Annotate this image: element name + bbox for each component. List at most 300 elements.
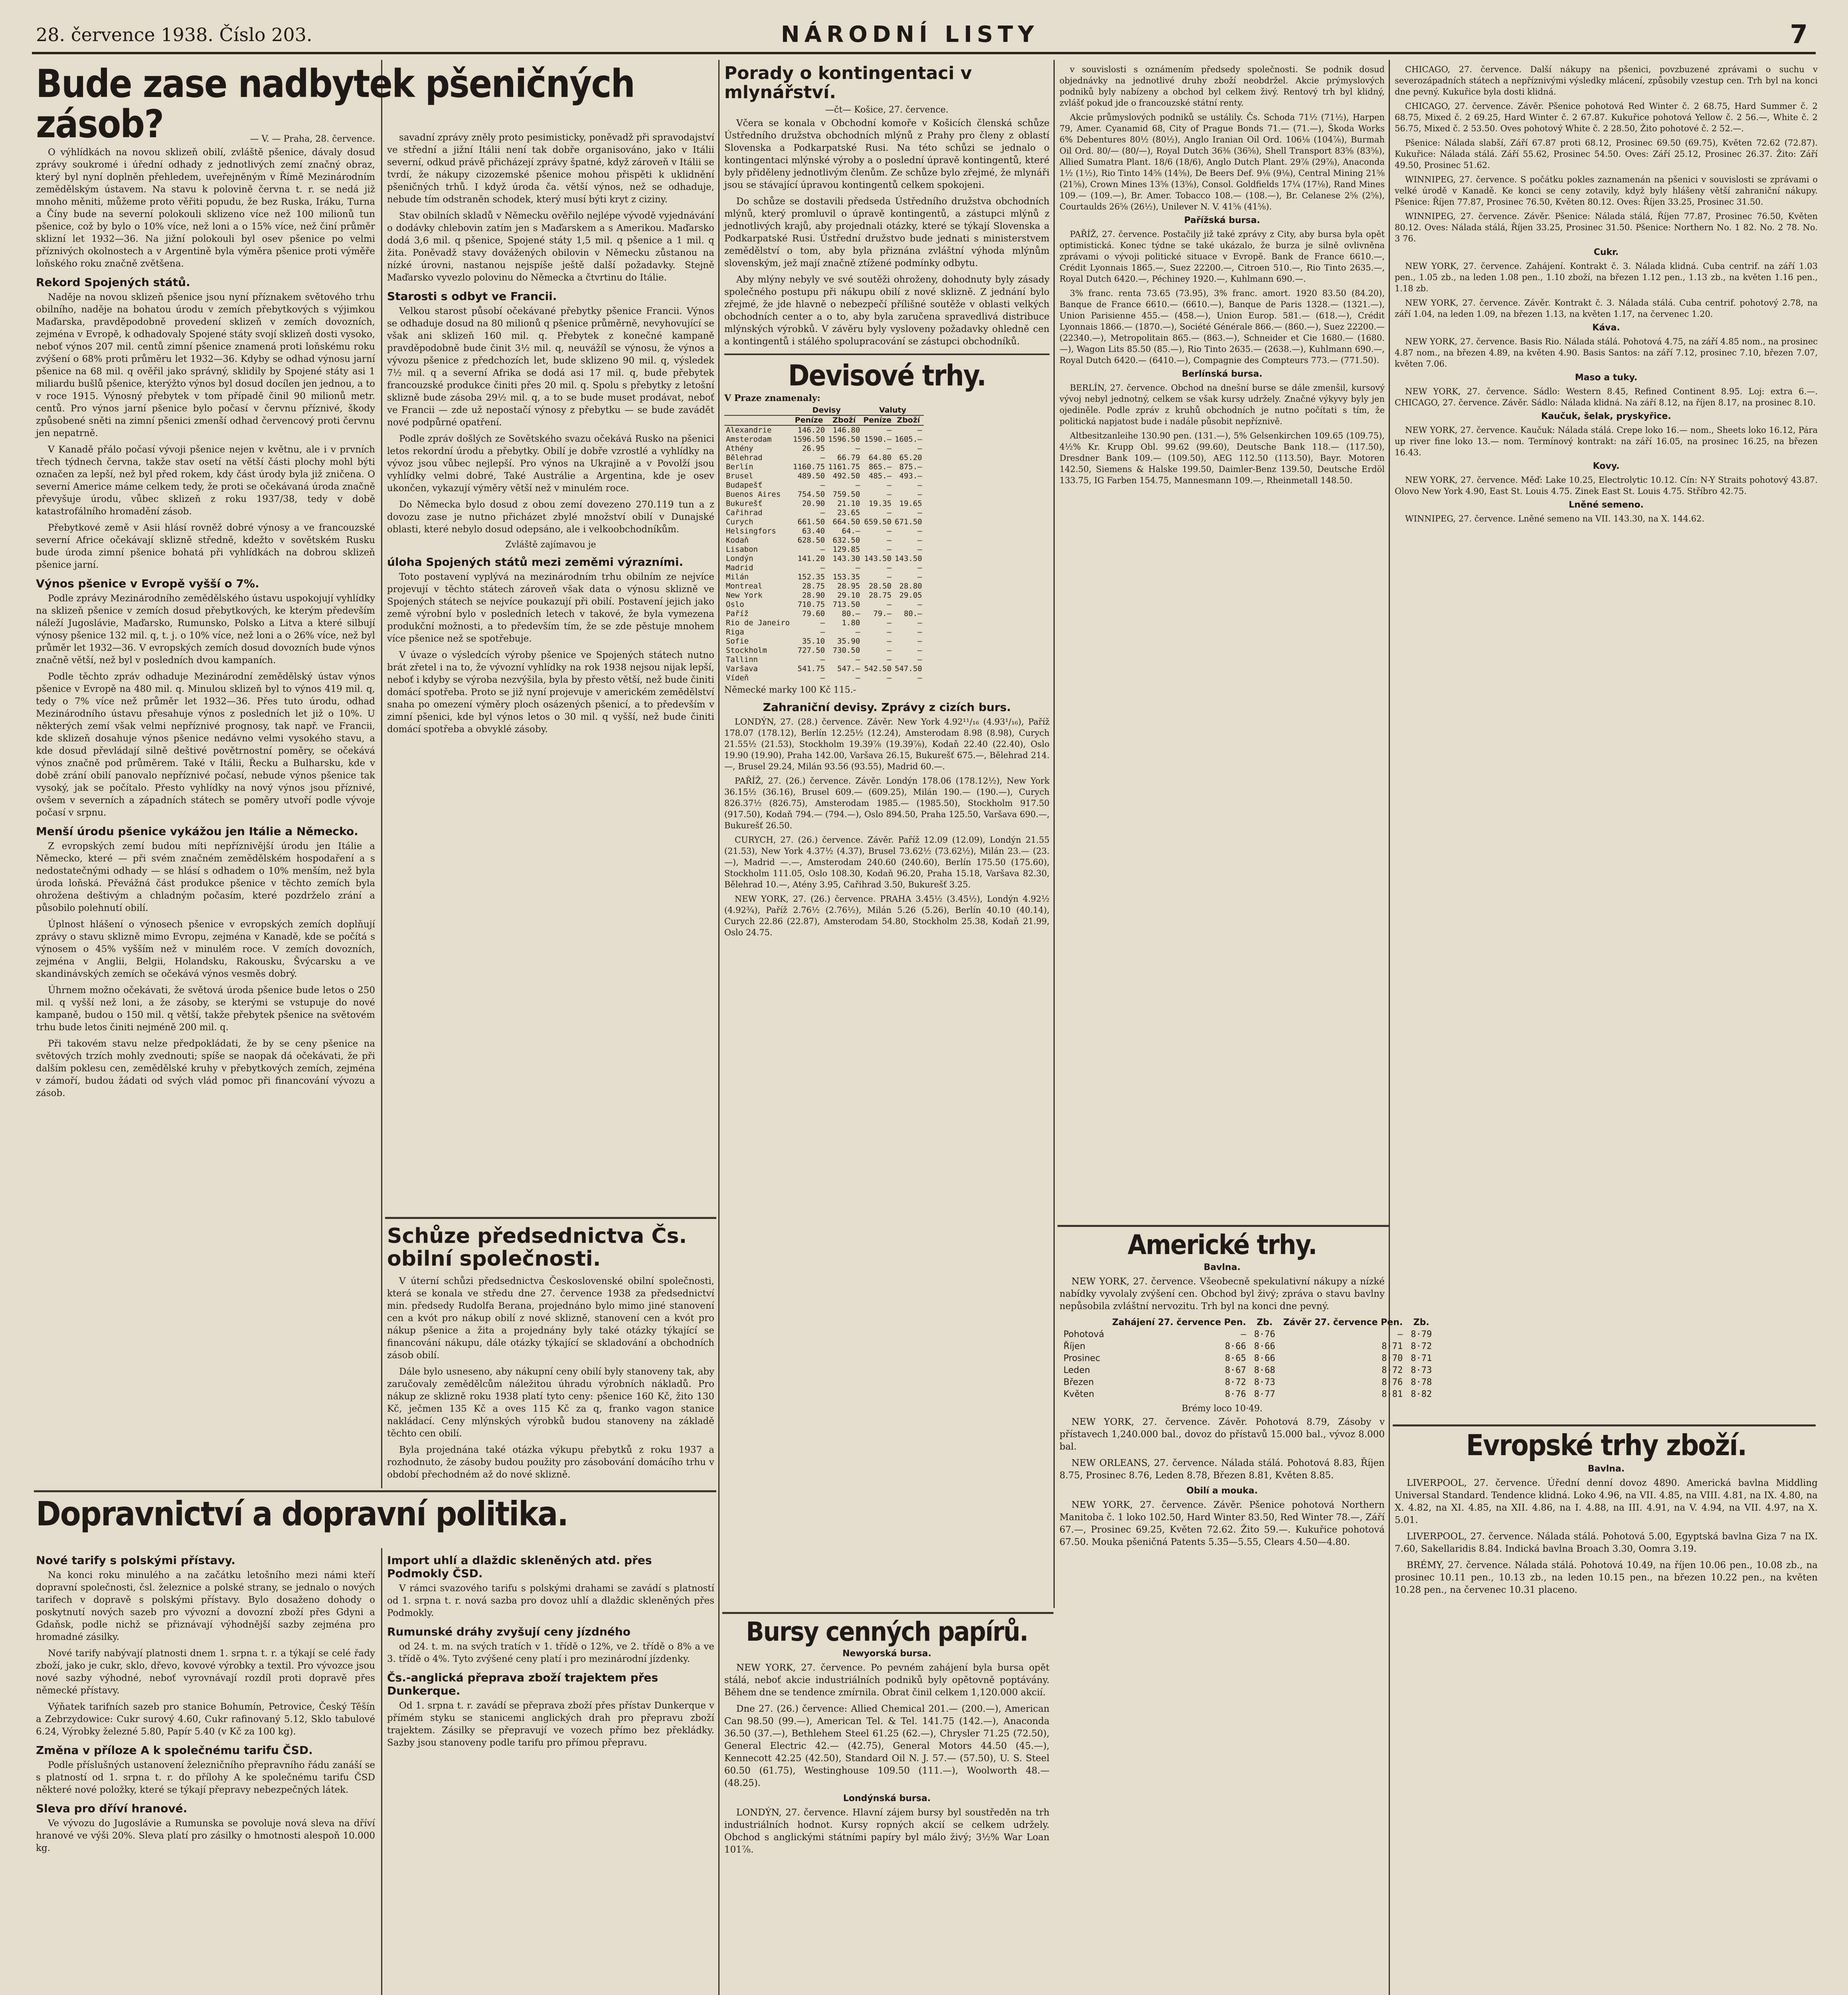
subheading: Sleva pro dříví hranové. — [36, 1802, 188, 1815]
subheading: Starosti s odbyt ve Francii. — [387, 290, 557, 303]
row-label: Lisabon — [726, 545, 758, 554]
cell-value: 29.10 — [837, 591, 860, 600]
column-5 — [1395, 64, 1818, 1420]
subheading: Kovy. — [1593, 461, 1620, 471]
cell-value: 28.80 — [899, 582, 922, 591]
cell-value: 28.90 — [802, 591, 825, 600]
cell-value: 664.50 — [832, 518, 860, 527]
dopravnictvi-col-a — [36, 1548, 375, 1995]
row-label: Milán — [726, 573, 749, 582]
row-label: Pohotová — [1063, 1329, 1104, 1340]
row-label: Vídeň — [726, 674, 749, 683]
cell-value: 79.60 — [802, 609, 825, 618]
cell-value: 547.50 — [895, 664, 922, 674]
row-label: Varšava — [726, 664, 758, 674]
cell-value: 28.75 — [868, 591, 892, 600]
row-label: Berlín — [726, 462, 753, 472]
row-label: Helsingfors — [726, 527, 776, 536]
paragraph: Pšenice: Nálada slabší, Září 67.87 proti 68.12, Prosinec 69.50 (69.75), Květen 72.62 (72.87). Kukuřice: Nálada stálá. Září 55.62, Prosinec 54.50. Oves: Září 25.12, Prosinec 26.37. Žito: Září 49.50, Prosinec 51.62. — [1395, 138, 1818, 170]
cell-value: — — [887, 573, 892, 582]
subheading: Výnos pšenice v Evropě vyšší o 7%. — [36, 577, 259, 590]
subheading: Londýnská bursa. — [843, 1794, 931, 1804]
cell-value: 1605.— — [895, 435, 922, 444]
table-row — [1059, 1341, 1436, 1353]
cell-value: — — [855, 444, 860, 453]
cell-value: — — [917, 637, 922, 646]
cell-value: 153.35 — [832, 573, 860, 582]
cell-value: — — [887, 674, 892, 683]
table-row — [724, 472, 924, 481]
cell-value: 28.50 — [868, 582, 892, 591]
section-divider — [1393, 1424, 1816, 1426]
dateline: —čt— Košice, 27. července. — [825, 105, 949, 115]
row-label: Brusel — [726, 472, 753, 481]
cell-value: — — [820, 628, 825, 637]
paragraph: Podle těchto zpráv odhaduje Mezinárodní zemědělský ústav výnos pšenice v Evropě na 480 mil. q. Minulou sklizeň byl to výnos 419 mil. q, tedy o 7% více než průměr let 1932—36. Přes tuto úrodu, odhad Mezinárodního ústavu přesahuje výnos z posledních let již o 10%. U některých zemí však velmi nepříznivé prognosy, tak např. ve Francii, kde sklizeň dosahuje výnos pšenice nedávno velmi vysokého stavu, a kde dosud převládají silně deštivé povětrnostní poměry, se očekává výnos značně pod průměrem. Také v Itálii, Řecku a Bulharsku, kde v době zrání obilí panovalo nepříznivé počasí, nebude výnos pšenice tak vysoký, jak se počítalo. Přesto vyhlídky na nový výnos jsou příznivé, ovšem v severních a západních státech se poměry utvoří podle vývoje počasí v srpnu. — [36, 672, 375, 818]
row-label: Budapešť — [726, 481, 763, 490]
cell-value: 8·65 — [1225, 1353, 1246, 1364]
cell-value: 19.35 — [868, 499, 892, 508]
col-head: Závěr 27. července Pen. — [1283, 1317, 1403, 1328]
cell-value: 66.79 — [837, 453, 860, 462]
note: Brémy loco 10·49. — [1182, 1404, 1263, 1414]
page-header — [32, 16, 1816, 54]
row-label: Březen — [1063, 1377, 1094, 1388]
cell-value: — — [887, 637, 892, 646]
cell-value: 541.75 — [797, 664, 825, 674]
paragraph: CHICAGO, 27. července. Další nákupy na pšenici, povzbuzené zprávami o suchu v severozápadních státech a nepříznivými výsledky mlácení, způsobily vzestup cen. Trh byl na konci dne pevný. Kukuřice byla dosti klidná. — [1395, 65, 1818, 97]
paragraph: NEW YORK, 27. července. Kaučuk: Nálada stálá. Crepe loko 16.— nom., Sheets loko 16.12, Pára up river fine loko 13.— nom. Termínový kontrakt: na září 16.05, na prosinec 16.25, na březen 16.43. — [1395, 425, 1818, 457]
row-label: Říjen — [1063, 1341, 1085, 1352]
row-label: Sofie — [726, 637, 749, 646]
cell-value: — — [820, 508, 825, 518]
table-row — [724, 490, 924, 499]
paragraph: Do schůze se dostavili předseda Ústředního družstva obchodních mlýnů, který promluvil o úpravě kontingentů, a zástupci mlýnů z jednotlivých krajů, aby projednali otázky, které se týkají Slovenska a Podkarpatské Rusi. Ústřední družstvo bude jednati s ministerstvem zemědělství o tom, aby byla přiznána zvláštní výhoda mlýnům slovenským, jež mají značně ztížené podmínky odbytu. — [724, 196, 1050, 269]
row-label: Montreal — [726, 582, 763, 591]
cell-value: 754.50 — [797, 490, 825, 499]
cell-value: 8·67 — [1225, 1365, 1246, 1376]
evropske-headline: Evropské trhy zboží. — [1466, 1428, 1747, 1462]
cell-value: — — [917, 674, 922, 683]
cell-value: 1596.50 — [793, 435, 825, 444]
cell-value: 63.40 — [802, 527, 825, 536]
row-label: Stockholm — [726, 646, 767, 655]
subheading: Import uhlí a dlaždic skleněných atd. přes Podmokly ČSD. — [387, 1554, 652, 1580]
row-label: Curych — [726, 518, 753, 527]
cell-value: — — [855, 674, 860, 683]
cell-value: 661.50 — [797, 518, 825, 527]
subheading: Čs.-anglická přeprava zboží trajektem přes Dunkerque. — [387, 1671, 658, 1697]
obilni-spolecnost-article — [387, 1225, 714, 1484]
cell-value: 547.— — [837, 664, 860, 674]
cell-value: 8·66 — [1254, 1341, 1275, 1352]
cell-value: — — [917, 426, 922, 435]
cell-value: — — [855, 563, 860, 573]
row-label: Londýn — [726, 554, 753, 563]
byline: — V. — Praha, 28. července. — [250, 134, 375, 144]
row-label: Madrid — [726, 563, 753, 573]
cell-value: 8·71 — [1382, 1341, 1403, 1352]
cell-value: — — [917, 573, 922, 582]
paragraph: V Kanadě přálo počasí vývoji pšenice nejen v květnu, ale i v prvních třech týdnech června, takže stav osetí na větší části plochy mohl býti označen za lepší, než byl před rokem, kdy část úrody byla již zničena. O severní Americe máme celkem tedy, že proti se očekávaná úroda značně převyšuje úrodu, vůbec sklizeň z roku 1937/38, tedy v době katastrofálního hromadění zásob. — [36, 444, 375, 517]
row-label: Květen — [1063, 1389, 1095, 1400]
paragraph: LIVERPOOL, 27. července. Úřední denní dovoz 4890. Americká bavlna Middling Universal Standard. Tendence klidná. Loko 4.96, na VII. 4.85, na VIII. 4.81, na IX. 4.80, na X. 4.82, na XI. 4.85, na XII. 4.86, na I. 4.88, na III. 4.91, na V. 4.94, na VII. 4.97, na X. 5.01. — [1395, 1477, 1818, 1525]
paragraph: Ve vývozu do Jugoslávie a Rumunska se povoluje nová sleva na dříví hranové ve výši 20%. Sleva platí pro zásilky o hmotnosti alespoň 10.000 kg. — [36, 1818, 375, 1853]
devisy-sub: V Praze znamenaly: — [724, 393, 820, 404]
table-row — [1059, 1377, 1436, 1389]
col-head: Peníze — [862, 415, 893, 425]
dopravnictvi-headline-box — [36, 1496, 714, 1548]
table-row — [724, 646, 924, 655]
paragraph: 3% franc. renta 73.65 (73.95), 3% franc. amort. 1920 83.50 (84.20), Banque de France 6610.— (6610.—), Banque de Paris 1328.— (1321.—), Union Parisienne 455.— (458.—), Union Europ. 581.— (618.—), Crédit Lyonnais 1866.— (1870.—), Société Générale 866.— (860.—), Suez 22200.— (22340.—), Metropolitain 865.— (863.—), Schneider et Cie 1680.— (1680.—), Wagon Lits 85.50 (85.—), Rio Tinto 2635.— (2638.—), Kuhlmann 690.—, Royal Dutch 6420.— (6410.—), Compagnie des Compteurs 773.— (771.50). — [1059, 288, 1385, 365]
section-divider — [385, 1217, 716, 1219]
table-row — [724, 655, 924, 664]
issue-date: 28. července 1938. Číslo 203. — [36, 24, 312, 45]
paragraph: od 24. t. m. na svých tratích v 1. třídě o 12%, ve 2. třídě o 8% a ve 3. třídě o 4%. Tyto zvýšené ceny platí i pro mezinárodní jízdenky. — [387, 1641, 714, 1664]
row-label: Bukurešť — [726, 499, 763, 508]
cell-value: 23.65 — [837, 508, 860, 518]
cell-value: 8·66 — [1254, 1353, 1275, 1364]
paragraph: NEW YORK, 27. července. Všeobecně spekulativní nákupy a nízké nabídky vyvolaly zvýšení cen. Obchod byl živý; zpráva o stavu bavlny nepůsobila zvláštní nervozitu. Trh byl na konci dne pevný. — [1059, 1276, 1385, 1312]
bursy-headline: Bursy cenných papírů. — [746, 1616, 1028, 1647]
col-head — [724, 406, 791, 415]
cell-value: — — [917, 481, 922, 490]
paragraph: Aby mlýny nebyly ve své soutěži ohroženy, dohodnuty byly zásady společného postupu při nákupu obilí z nové sklizně. Z jednání bylo zřejmé, že jde hlavně o nebezpečí přílišné soutěže v oblasti velkých obchodních center a o to, aby byla zaručena spravedlivá distribuce mlýnských výrobků. V závěru byly vysloveny požadavky ohledně cen a kontingentů i stálého spolupracování se zástupci obchodníků. — [724, 274, 1050, 347]
paragraph: Do Německa bylo dosud z obou zemí dovezeno 270.119 tun a z dovozu zase je nutno přicházet zbylé množství obilí v Dunajské oblasti, které nebylo dosud odepsáno, ale i velkoobchodníkům. — [387, 500, 714, 535]
subheading: Menší úrodu pšenice vykážou jen Itálie a Německo. — [36, 825, 358, 838]
cell-value: — — [887, 628, 892, 637]
paragraph: Úplnost hlášení o výnosech pšenice v evropských zemích doplňují zprávy o stavu sklizně mimo Evropu, zejména v Kanadě, kde se počítá s výnosem o 45% vyšším než v minulém roce. V zemích dovozních, zejména v Anglii, Belgii, Holandsku, Rakousku, Švýcarsku a ve skandinávských zemích se očekává výnos vesměs dobrý. — [36, 919, 375, 979]
paragraph: V rámci svazového tarifu s polskými drahami se zavádí s platností od 1. srpna t. r. nová sazba pro dovoz uhlí a dlaždic skleněných přes Podmokly. — [387, 1583, 714, 1618]
cell-value: — — [820, 618, 825, 628]
table-row — [724, 518, 924, 527]
paragraph: WINNIPEG, 27. července. S počátku pokles zaznamenán na pšenici v souvislosti se zprávami o velké úrodě v Kanadě. Ke konci se ceny zotavily, když byly hlášeny větší zahraniční nákupy. Pšenice: Říjen 77.87, Prosinec 76.50, Květen 80.12. Oves: Říjen 33.25, Prosinec 31.50. — [1395, 175, 1818, 207]
cell-value: 8·70 — [1382, 1353, 1403, 1364]
col-head: Peníze — [791, 415, 826, 425]
paragraph: Velkou starost působí očekávané přebytky pšenice Francii. Výnos se odhaduje dosud na 80 milionů q pšenice průměrně, nevyhovující se však ani sklizeň 160 mil. q. Přebytek z konečné kampaně pravděpodobně bude činit 3½ mil. q, neuvážíl se výnosu, že výnos a vývozu pšenice z předchozích let, bude sklizeno 90 mil. q, výsledek 7½ mil. q a severní Afrika se dodá asi 17 mil. q, bude přebytek francouzské produkce činiti přes 20 mil. q. Spolu s přebytky z letošní sklizně bude zásoba 29½ mil. q, a to se bude muset prodávat, neboť ve Francii — zde už nepostačí výnosy z přebytku — se bude zavádět nové podpůrné opatření. — [387, 306, 714, 428]
row-label: Prosinec — [1063, 1353, 1101, 1364]
row-label: Buenos Aires — [726, 490, 781, 499]
paragraph: NEW YORK, 27. července. Sádlo: Western 8.45, Refined Continent 8.95. Loj: extra 6.—. CHICAGO, 27. července. Závěr. Sádlo: Nálada klidná. Na září 8.12, na říjen 8.17, na prosinec 8.10. — [1395, 387, 1818, 407]
subheading: Cukr. — [1593, 247, 1619, 257]
cell-value: — — [820, 674, 825, 683]
cell-value: 26.95 — [802, 444, 825, 453]
subheading: Rumunské dráhy zvyšují ceny jízdného — [387, 1625, 630, 1638]
cell-value: 141.20 — [797, 554, 825, 563]
cell-value: — — [887, 563, 892, 573]
cell-value: — — [917, 490, 922, 499]
byline: Zvláště zajímavou je — [505, 540, 596, 550]
cell-value: 730.50 — [832, 646, 860, 655]
row-label: Athény — [726, 444, 753, 453]
paragraph: Byla projednána také otázka výkupu přebytků z roku 1937 a rozhodnuto, že zásoby budou použity pro zásobování domácího trhu v období přechodném až do nové sklizně. — [387, 1445, 714, 1480]
paragraph: Při takovém stavu nelze předpokládati, že by se ceny pšenice na světových trzích mohly zvednouti; spíše se naopak dá očekávati, že při dalším poklesu cen, zemědělské kruhy v přebytkových zemích, zejména v zámoří, budou žádati od svých vlád pomoc při financování vývozu a zásob. — [36, 1039, 375, 1098]
cell-value: 632.50 — [832, 536, 860, 545]
col-head: Zahájení 27. července Pen. — [1112, 1317, 1246, 1328]
cell-value: 8·76 — [1382, 1377, 1403, 1388]
cell-value: — — [917, 536, 922, 545]
table-row — [724, 508, 924, 518]
article-headline: Porady o kontingentaci v mlynářství. — [724, 63, 972, 103]
cell-value: 28.95 — [837, 582, 860, 591]
cell-value: — — [887, 655, 892, 664]
newspaper-title: NÁRODNÍ LISTY — [781, 22, 1039, 47]
paragraph: WINNIPEG, 27. července. Závěr. Pšenice: Nálada stálá, Říjen 77.87, Prosinec 76.50, Květen 80.12. Oves: Nálada stálá, Říjen 33.25, Prosinec 31.50. Pšenice: Northern No. 1 82. No. 2 78. No. 3 76. — [1395, 211, 1818, 243]
subheading: Obilí a mouka. — [1186, 1486, 1258, 1496]
paragraph: Stav obilních skladů v Německu ověřilo nejlépe vývodě vyjednávání o dodávky chlebovin zatím jen s Maďarskem a s Amerikou. Maďarsko dodá 3,6 mil. q pšenice, Spojené státy 1,5 mil. q pšenice a 1 mil. q žita. Poněvadž stavy dovážených obilovin v Německu zůstanou na nízké úrovni, nastanou nejspíše ještě další požadavky. Stejně Maďarsko vyvezlo polovinu do Německa a čtvrtinu do Itálie. — [387, 211, 714, 283]
col-head — [1059, 1317, 1108, 1329]
cell-value: 1.80 — [842, 618, 860, 628]
paragraph: V úvaze o výsledcích výroby pšenice ve Spojených státech nutno brát zřetel i na to, že vývozní vyhlídky na rok 1938 nejsou nijak lepší, neboť i kdyby se výroba nezvýšila, byla by přesto větší, než bude činiti domácí spotřeba. Proto se již nyní projevuje v americkém zemědělství snaha po omezení výměry ploch osázených pšenicí, a to především v zimní pšenici, kde byl výnos letos o 30 mil. q vyšší, než bude činiti domácí spotřeba a obvyklé zásoby. — [387, 650, 714, 735]
paragraph: BRÉMY, 27. července. Nálada stálá. Pohotová 10.49, na říjen 10.06 pen., 10.08 zb., na prosinec 10.11 pen., 10.13 zb., na leden 10.15 pen., na březen 10.22 pen., na květen 10.28 pen., na červenec 10.31 placeno. — [1395, 1560, 1818, 1595]
cell-value: — — [1397, 1329, 1403, 1340]
cell-value: 8·76 — [1254, 1329, 1275, 1340]
cell-value: 143.30 — [832, 554, 860, 563]
dopravnictvi-col-b — [387, 1548, 714, 1995]
cell-value: 152.35 — [797, 573, 825, 582]
table-row — [724, 545, 924, 554]
cell-value: — — [917, 600, 922, 609]
row-label: Bělehrad — [726, 453, 763, 462]
cell-value: 65.20 — [899, 453, 922, 462]
paragraph: LONDÝN, 27. (28.) července. Závěr. New York 4.92¹¹/₁₆ (4.93¹/₁₆), Paříž 178.07 (178.12), Berlín 12.25½ (12.24), Amsterodam 8.98 (8.98), Curych 21.55½ (21.53), Stockholm 19.39⅞ (19.39⅞), Kodaň 22.40 (22.40), Oslo 19.90 (19.90), Praha 142.00, Varšava 26.15, Bukurešť 675.—, Bělehrad 214.—, Brusel 29.24, Milán 93.56 (93.55), Madrid 60.—. — [724, 717, 1050, 772]
row-label: Leden — [1063, 1365, 1090, 1376]
paragraph: NEW YORK, 27. července. Měď: Lake 10.25, Electrolytic 10.12. Cín: N-Y Straits pohotový 43.87. Olovo New York 4.90, East St. Louis 4.75. Zinek East St. Louis 4.75. Stříbro 42.75. — [1395, 475, 1818, 496]
cell-value: — — [887, 481, 892, 490]
section-divider — [34, 1490, 716, 1492]
row-label: Alexandrie — [726, 426, 772, 435]
cell-value: 64.— — [842, 527, 860, 536]
cell-value: 713.50 — [832, 600, 860, 609]
paragraph: O výhlídkách na novou sklizeň obilí, zvláště pšenice, dávaly dosud zprávy soukromé i úřední odhady z jednotlivých zemí značný obraz, který byl nyní doplněn přehledem, uveřejněným v Římě Mezinárodním zemědělským ústavem. Na stavu k polovině června t. r. se nedá již mnoho měniti, můžeme proto věřiti popudu, že bez Ruska, Iráku, Turna a Číny bude na severní polokouli sklizeno více než 100 milionů tun pšenice, což by bylo o 10% více, než loni a o 15% více, než činí průměr sklizní let 1932—36. Na jižní polokouli byl osev pšenice po velmi příznivých okolnostech a v Argentině byla výměra pšenice proti výměře loňského roku značně zvětšena. — [36, 147, 375, 269]
cell-value: 1161.75 — [828, 462, 860, 472]
table-row — [724, 563, 924, 573]
americke-trhy — [1059, 1229, 1432, 1995]
table-row — [724, 674, 924, 683]
cell-value: 20.90 — [802, 499, 825, 508]
cell-value: — — [855, 481, 860, 490]
cell-value: 8·72 — [1411, 1341, 1432, 1352]
row-label: New York — [726, 591, 763, 600]
table-row — [724, 554, 924, 563]
paragraph: Dále bylo usneseno, aby nákupní ceny obilí byly stanoveny tak, aby zaručovaly zemědělcům náležitou úhradu výrobních nákladů. Pro nákup ze sklizně roku 1938 platí tyto ceny: pšenice 160 Kč, žito 130 Kč, ječmen 135 Kč a oves 115 Kč za q, franko vagon stanice nakládací. Ceny mlýnských výrobků budou stanoveny na základě těchto cen obilí. — [387, 1367, 714, 1439]
devisy-note: Německé marky 100 Kč 115.- — [724, 685, 856, 695]
col-head — [724, 415, 791, 425]
paragraph: NEW YORK, 27. července. Basis Rio. Nálada stálá. Pohotová 4.75, na září 4.85 nom., na prosinec 4.87 nom., na březen 4.89, na květen 4.90. Basis Santos: na září 7.12, prosinec 7.10, březen 7.07, květen 7.06. — [1395, 337, 1818, 369]
table-row — [724, 600, 924, 609]
cell-value: 8·71 — [1411, 1353, 1432, 1364]
cell-value: — — [917, 444, 922, 453]
subheading: Pařížská bursa. — [1184, 215, 1260, 225]
paragraph: NEW YORK, 27. července. Závěr. Kontrakt č. 3. Nálada stálá. Cuba centrif. pohotový 2.78, na září 1.04, na leden 1.09, na březen 1.13, na květen 1.17, na červenec 1.20. — [1395, 298, 1818, 319]
cell-value: 28.75 — [802, 582, 825, 591]
paragraph: Výňatek tarifních sazeb pro stanice Bohumín, Petrovice, Český Těšín a Zebrzydowice: Cukr surový 4.60, Cukr rafinovaný 5.12, Sklo tabulové 6.24, Výrobky železné 5.80, Papír 5.40 (v Kč za 100 kg). — [36, 1702, 375, 1737]
paragraph: BERLÍN, 27. července. Obchod na dnešní burse se dále zmenšil, kursový vývoj nebyl jednotný, celkem se však kursy udržely. Značné výkyvy byly jen ojediněle. Podle zpráv z kruhů obchodních je nutno počítati s tím, že politická napjatost bude i nadále působit nepříznivě. — [1059, 383, 1385, 426]
bursy-article — [724, 1618, 1050, 1995]
cell-value: 8·77 — [1254, 1389, 1275, 1400]
row-label: Amsterodam — [726, 435, 772, 444]
table-row — [1059, 1389, 1436, 1400]
table-row — [724, 481, 924, 490]
column-rule — [381, 1548, 382, 1995]
table-row — [724, 591, 924, 600]
cell-value: 143.50 — [864, 554, 892, 563]
paragraph: CURYCH, 27. (26.) července. Závěr. Paříž 12.09 (12.09), Londýn 21.55 (21.53), New York 4.37½ (4.37), Brusel 73.62½ (73.62½), Milán 23.— (23.—), Madrid —.—, Amsterodam 240.60 (240.60), Berlín 175.50 (175.60), Stockholm 111.05, Oslo 108.30, Kodaň 96.20, Praha 15.18, Varšava 82.30, Bělehrad 10.—, Atény 3.95, Cařihrad 3.50, Bukurešť 3.25. — [724, 835, 1050, 890]
table-row — [1059, 1365, 1436, 1377]
paragraph: PAŘÍŽ, 27. července. Postačily již také zprávy z City, aby bursa byla opět optimistická. Konec týdne se také ukázalo, že burza je silně ovlivněna zprávami o vývoji politické situace v Evropě. Bank de France 6610.—, Crédit Lyonnais 1865.—, Suez 22200.—, Citroen 510.—, Rio Tinto 2635.—, Royal Dutch 6420.—, Péchiney 1920.—, Kuhlmann 690.—. — [1059, 229, 1385, 284]
paragraph: NEW ORLEANS, 27. července. Nálada stálá. Pohotová 8.83, Říjen 8.75, Prosinec 8.76, Leden 8.78, Březen 8.81, Květen 8.85. — [1059, 1458, 1385, 1481]
cell-value: 80.— — [842, 609, 860, 618]
paragraph: CHICAGO, 27. července. Závěr. Pšenice pohotová Red Winter č. 2 68.75, Hard Summer č. 2 68.75, Mixed č. 2 69.25, Hard Winter č. 2 67.87. Kukuřice pohotová Yellow č. 2 56.—, White č. 2 56.75, Mixed č. 2 53.50. Oves pohotový White č. 2 28.50, Žito pohotové č. 2 52.—. — [1395, 101, 1818, 133]
cell-value: 8·72 — [1382, 1365, 1403, 1376]
paragraph: LIVERPOOL, 27. července. Nálada stálá. Pohotová 5.00, Egyptská bavlna Giza 7 na IX. 7.60, Sakellaridis 8.84. Indická bavlna Broach 3.30, Oomra 3.19. — [1395, 1531, 1818, 1554]
paragraph: v souvislosti s oznámením předsedy společnosti. Se podnik dosud objednávky na jednotlivé druhy zboží neobdržel. Akcie prýmyslových podniků byly nabízeny a obchod byl celkem živý. Rentový trh byl klidný, zvlášť pokud jde o francouzské státní renty. — [1059, 65, 1385, 108]
devisy-table — [724, 406, 924, 683]
paragraph: Podle příslušných ustanovení železničního přepravního řádu zanáší se s platností od 1. srpna t. r. do přílohy A ke společnému tarifu ČSD některé nové položky, které se týkají přepravy nebezpečných látek. — [36, 1760, 375, 1795]
section-divider — [722, 1612, 1053, 1614]
cell-value: 8·68 — [1254, 1365, 1275, 1376]
subheading: Změna v příloze A k společnému tarifu ČSD. — [36, 1744, 313, 1757]
cell-value: 1596.50 — [828, 435, 860, 444]
cell-value: 8·73 — [1254, 1377, 1275, 1388]
section-headline: Dopravnictví a dopravní politika. — [36, 1494, 568, 1533]
cell-value: — — [917, 646, 922, 655]
cell-value: — — [917, 618, 922, 628]
cell-value: 8·79 — [1411, 1329, 1432, 1340]
cell-value: — — [855, 655, 860, 664]
cell-value: — — [887, 444, 892, 453]
cell-value: 35.10 — [802, 637, 825, 646]
cell-value: — — [820, 481, 825, 490]
paragraph: Na konci roku minulého a na začátku letošního mezi námi kteří dopravní společnosti, čsl. železnice a polské strany, se jednalo o nových tarifech v dopravě s polskými přístavy. Bylo dosaženo dohody o poskytnutí nových sazeb pro vývozní a dovozní zboží přes Gdyni a Gdaňsk, podle nichž se přiznávají výhodnější sazby zejména pro hromadné zásilky. — [36, 1570, 375, 1642]
paragraph: savadní zprávy zněly proto pesimisticky, poněvadž při spravodajství ve střední a jižní Itálii není tak dobře organisováno, jako v Itálii severní, odkud právě přicházejí zprávy špatné, když zároveň v Itálii se tvrdí, že nákupy cizozemské pšenice mohou přispěti k uklidnění pšeničných trhů. I když úroda ča. větší výnos, než se odhaduje, nebude tím odstraněn schodek, který musí býti kryt z ciziny. — [387, 132, 714, 205]
paragraph: Podle zprávy Mezinárodního zemědělského ústavu uspokojují vyhlídky na sklizeň pšenice v zemích dosud přebytkových, ke kterým především náleží Jugoslávie, Maďarsko, Rumunsko, Polsko a Litva a které silbují výnosy pšenice 132 mil. q, t. j. o 10% více, než loni a o 26% více, než byl průměr let 1932—36. V evropských zemích dosud dovozních bude výnos značně větší, než byl v posledních dvou kampaních. — [36, 593, 375, 666]
devisy-headline: Devisové trhy. — [788, 358, 986, 392]
table-row — [1059, 1353, 1436, 1365]
table-row — [724, 425, 924, 435]
paragraph: NEW YORK, 27. července. Závěr. Pšenice pohotová Northern Manitoba č. 1 loko 102.50, Hard Winter 83.50, Red Winter 78.—, Září 67.—, Prosinec 69.25, Květen 72.62. Žito 59.—. Kukuřice pohotová 67.50. Mouka pšeničná Patents 5.35—5.55, Clears 4.50—4.80. — [1059, 1500, 1385, 1548]
main-headline: Bude zase nadbytek pšeničných zásob? — [36, 61, 635, 146]
subheading: úloha Spojených států mezi zeměmi výrazními. — [387, 555, 684, 569]
cell-value: 8·73 — [1411, 1365, 1432, 1376]
cell-value: 865.— — [868, 462, 892, 472]
cell-value: — — [887, 646, 892, 655]
cell-value: — — [887, 527, 892, 536]
row-label: Cařihrad — [726, 508, 763, 518]
table-row — [724, 444, 924, 453]
table-row — [724, 435, 924, 444]
paragraph: Včera se konala v Obchodní komoře v Košicích členská schůze Ústředního družstva obchodních mlýnů z Prahy pro členy z oblastí Slovenska a Podkarpatské Rusi. Na této schůzi se jednalo o kontingentaci mlýnské výroby a o poslední úpravě kontingentů, které byly přiděleny jednotlivým členům. Ze schůze bylo zřejmé, že mlynáři jsou se stávající úpravou kontingentů celkem spokojeni. — [724, 118, 1050, 190]
cell-value: 79.— — [873, 609, 892, 618]
cell-value: — — [855, 628, 860, 637]
cell-value: 8·72 — [1225, 1377, 1246, 1388]
cell-value: — — [917, 527, 922, 536]
subheading: Maso a tuky. — [1575, 373, 1638, 383]
subheading: Berlínská bursa. — [1182, 369, 1263, 379]
column-rule — [1053, 60, 1055, 1608]
subheading: Zahraniční devisy. Zprávy z cizích burs. — [763, 701, 1011, 714]
cell-value: 129.85 — [832, 545, 860, 554]
cell-value: — — [917, 628, 922, 637]
col-head: Devisy — [791, 406, 862, 415]
paragraph: Dne 27. (26.) července: Allied Chemical 201.— (200.—), American Can 98.50 (99.—), American Tel. & Tel. 141.75 (142.—), Anaconda 36.50 (37.—), Bethlehem Steel 61.25 (62.—), Chrysler 71.25 (72.50), General Electric 42.— (42.75), General Motors 44.50 (45.—), Kennecott 42.25 (42.50), Standard Oil N. J. 57.— (57.50), U. S. Steel 60.50 (61.75), Westinghouse 109.50 (111.—), Woolworth 48.— (48.25). — [724, 1704, 1050, 1789]
row-label: Riga — [726, 628, 744, 637]
column-1 — [36, 132, 375, 1484]
cell-value: — — [887, 600, 892, 609]
cell-value: 727.50 — [797, 646, 825, 655]
table-row — [724, 453, 924, 462]
cell-value: — — [887, 545, 892, 554]
cell-value: — — [820, 655, 825, 664]
table-row — [724, 637, 924, 646]
row-label: Kodaň — [726, 536, 749, 545]
cell-value: 671.50 — [895, 518, 922, 527]
subheading: Bavlna. — [1204, 1262, 1241, 1273]
cell-value: — — [820, 545, 825, 554]
column-3 — [724, 64, 1050, 1612]
table-row — [724, 609, 924, 618]
cell-value: — — [887, 426, 892, 435]
paragraph: LONDÝN, 27. července. Hlavní zájem bursy byl soustředěn na trh industriálních hodnot. Kursy ropných akcií se celkem udržely. Obchod s anglickými státními papíry byl málo živý; 3½% War Loan 101⅞. — [724, 1807, 1050, 1855]
table-row — [724, 462, 924, 472]
row-label: Oslo — [726, 600, 744, 609]
subheading: Bavlna. — [1587, 1464, 1625, 1474]
cell-value: 80.— — [903, 609, 922, 618]
cell-value: 1160.75 — [793, 462, 825, 472]
column-2 — [387, 132, 714, 1217]
paragraph: WINNIPEG, 27. července. Lněné semeno na VII. 143.30, na X. 144.62. — [1405, 514, 1705, 523]
cell-value: 489.50 — [797, 472, 825, 481]
paragraph: PAŘÍŽ, 27. (26.) července. Závěr. Londýn 178.06 (178.12½), New York 36.15½ (36.16), Brusel 609.— (609.25), Milán 190.— (190.—), Curych 826.37½ (826.75), Amsterodam 1985.— (1985.50), Stockholm 917.50 (917.50), Kodaň 794.— (794.—), Oslo 894.50, Praha 125.50, Varšava 690.—, Bukurešť 26.50. — [724, 776, 1050, 831]
cell-value: 8·81 — [1382, 1389, 1403, 1400]
subheading: Rekord Spojených států. — [36, 276, 190, 289]
cell-value: 542.50 — [864, 664, 892, 674]
paragraph: Podle zpráv došlých ze Sovětského svazu očekává Rusko na pšenici letos rekordní úrodu a přebytky. Obilí je dobře vzrostlé a vyhlídky na vývoz jsou vůbec nejlepší. Pro výnos na Ukrajině a v Povolží jsou vyhlídky velmi dobré, Také Austrálie a Argentina, kde je osev ukončen, vykazují výměry větší než v minulém roce. — [387, 434, 714, 494]
row-label: Rio de Janeiro — [726, 618, 790, 628]
paragraph: Přebytkové země v Asii hlásí rovněž dobré výnosy a ve francouzské severní Africe očekávají sklizně středně, kdežto v sovětském Rusku bude úroda zimní pšenice bohatá při vyhlídkách na dobrou sklizeň pšenice jarní. — [36, 523, 375, 570]
paragraph: Úhrnem možno očekávati, že světová úroda pšenice bude letos o 250 mil. q vyšší než loni, a že zásoby, se kterými se vstupuje do nové kampaně, budou o 150 mil. q větší, takže přebytek pšenice na světovém trhu bude letos činiti nejméně 200 mil. q. — [36, 985, 375, 1033]
cell-value: 492.50 — [832, 472, 860, 481]
table-row — [724, 618, 924, 628]
subheading: Nové tarify s polskými přístavy. — [36, 1554, 235, 1567]
col-head: Zboží — [826, 415, 862, 425]
table-row — [724, 527, 924, 536]
cell-value: — — [917, 545, 922, 554]
paragraph: V úterní schůzi předsednictva Československé obilní společnosti, která se konala ve středu dne 27. července 1938 za předsednictví min. předsedy Rudolfa Berana, projednáno bylo mimo jiné stanovení cen a kvót pro nákup obilí z nové sklizně, stanovení cen a kvót pro nákup pšenice a žita a projednány byly také otázky týkající se financování nákupu, dále otázky týkající se skladování a obchodních zásob obilí. — [387, 1276, 714, 1361]
cell-value: 35.90 — [837, 637, 860, 646]
paragraph: NEW YORK, 27. července. Zahájení. Kontrakt č. 3. Nálada klidná. Cuba centrif. na září 1.03 pen., 1.05 zb., na leden 1.08 pen., 1.10 zboží, na březen 1.12 pen., 1.13 zb., na květen 1.16 pen., 1.18 zb. — [1395, 261, 1818, 293]
cell-value: — — [917, 563, 922, 573]
paragraph: NEW YORK, 27. července. Závěr. Pohotová 8.79, Zásoby v přístavech 1,240.000 bal., dovoz do přístavů 15.000 bal., vývoz 8.000 bal. — [1059, 1417, 1385, 1452]
paragraph: Altbesitzanleihe 130.90 pen. (131.—), 5% Gelsenkirchen 109.65 (109.75), 4½% Kr. Krupp Obl. 99.62 (99.60), Deutsche Bank 118.— (117.50), Dresdner Bank 109.— (109.50), AEG 112.50 (113.50), Bayr. Motoren 142.50, Siemens & Halske 199.50, Daimler-Benz 139.50, Deutsche Erdöl 133.75, IG Farben 154.75, Mannesmann 109.—, Rheinmetall 148.50. — [1059, 431, 1385, 485]
cell-value: 8·76 — [1225, 1389, 1246, 1400]
cell-value: 628.50 — [797, 536, 825, 545]
cell-value: — — [917, 655, 922, 664]
paragraph: Nové tarify nabývají platnosti dnem 1. srpna t. r. a týkají se celé řady zboží, jako je cukr, sklo, dřevo, kovové výrobky a textil. Pro vývozce jsou nové sazby výhodné, neboť vyrovnávají rozdíl proti dopravě přes německé přístavy. — [36, 1648, 375, 1696]
column-rule — [1389, 60, 1390, 1995]
table-row — [1059, 1329, 1436, 1341]
cell-value: — — [887, 618, 892, 628]
cell-value: — — [887, 536, 892, 545]
table-row — [724, 664, 924, 674]
subheading: Kaučuk, šelak, pryskyřice. — [1541, 411, 1671, 421]
paragraph: Akcie průmyslových podniků se ustálily. Čs. Schoda 71½ (71½), Harpen 79, Amer. Cyanamid 68, City of Prague Bonds 71.— (71.—), Škoda Works 6% Debentures 80½ (80½), Anglo Iranian Oil Ord. 106⅛ (104⅞), Burmah Oil Ord. 80/— (80/—), Royal Dutch 36⅜ (36⅝), Shell Transport 83⅝ (83⅝), Allied Sumatra Plant. 18/6 (18/6), Anglo Dutch Plant. 29⅞ (29⅞), Anaconda 1½ (1½), Rio Tinto 14⅝ (14⅝), De Beers Def. 9⅛ (9⅛), Central Mining 21⅝ (21⅝), Crown Mines 13⅝ (13⅝), Consol. Goldfields 17¼ (17⅛), Rand Mines 109.— (109.—), Br. Amer. Tobacco 108.— (108.—), Br. Celanese 2⅝ (2⅝), Courtaulds 26⅝ (26½), Unilever N. V. 41⅝ (41⅝). — [1059, 113, 1385, 211]
cell-value: — — [820, 453, 825, 462]
col-head: Zboží — [893, 415, 924, 425]
cell-value: — — [820, 563, 825, 573]
column-rule — [718, 60, 719, 1995]
cell-value: — — [887, 508, 892, 518]
